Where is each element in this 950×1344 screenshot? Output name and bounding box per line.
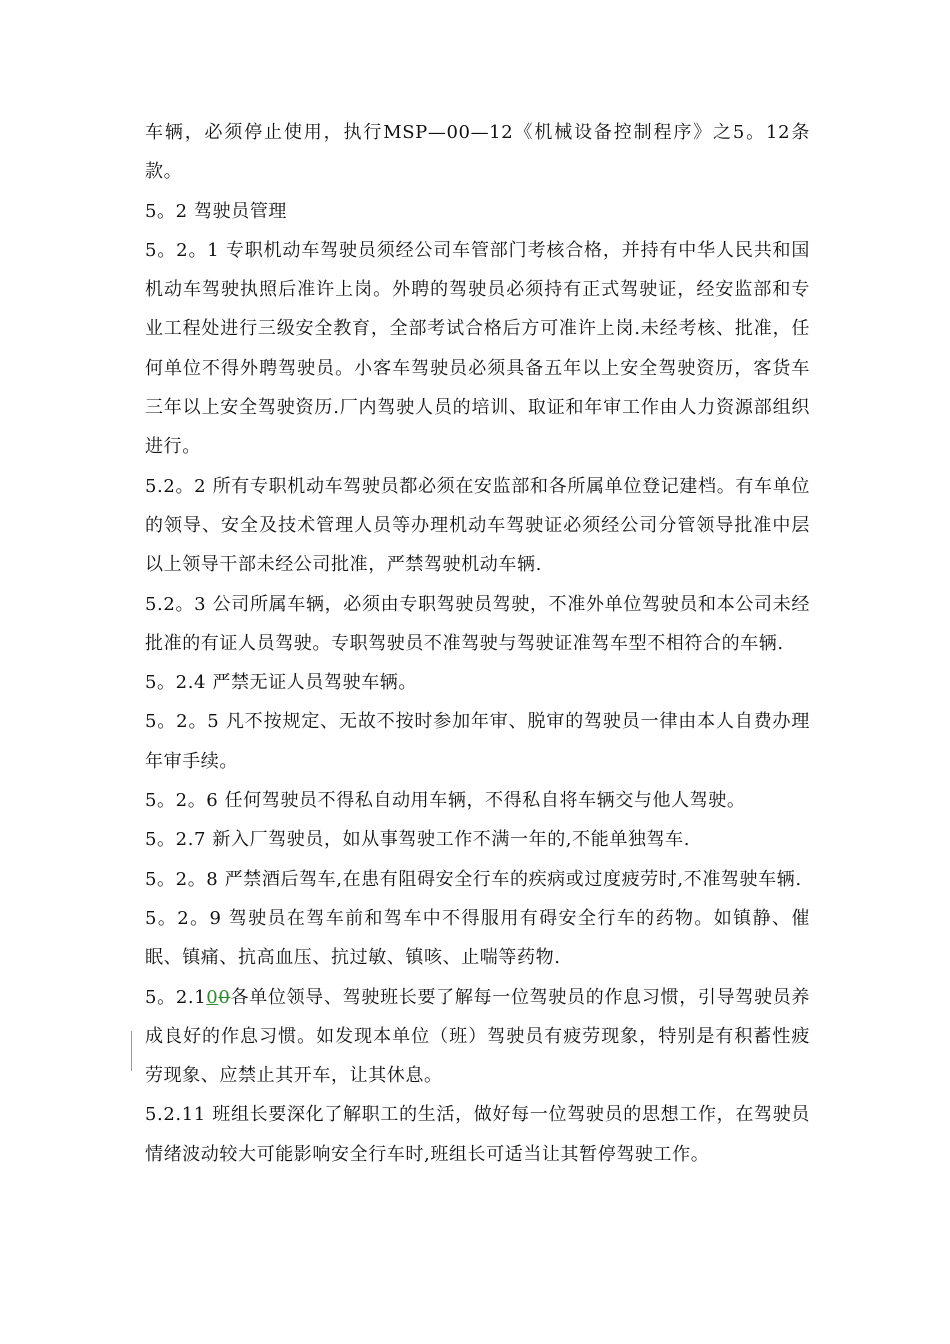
clause-5-2-10-text: 各单位领导、驾驶班长要了解每一位驾驶员的作息习惯，引导驾驶员养成良好的作息习惯。如发现本单位（班）驾驶员有疲劳现象，特别是有积蓄性疲劳现象、应禁止其开车，让其休息。 [145,986,810,1087]
revision-deleted-text: 0 [218,986,231,1008]
clause-5-2-10 [145,978,810,1096]
clause-5-2-3: 5.2。3 公司所属车辆，必须由专职驾驶员驾驶，不准外单位驾驶员和本公司未经批准的有证人员驾驶。专职驾驶员不准驾驶与驾驶证准驾车型不相符合的车辆. [145,593,810,654]
clause-5-2-2: 5.2。2 所有专职机动车驾驶员都必须在安监部和各所属单位登记建档。有车单位的领导、安全及技术管理人员等办理机动车驾驶证必须经公司分管领导批准中层以上领导干部未经公司批准，严禁驾驶机动车辆. [145,475,810,576]
clause-5-2-8: 5。2。8 严禁酒后驾车,在患有阻碍安全行车的疾病或过度疲劳时,不准驾驶车辆. [145,868,802,890]
section-heading-5-2: 5。2 驾驶员管理 [145,200,288,222]
clause-5-2-7: 5。2.7 新入厂驾驶员，如从事驾驶工作不满一年的,不能单独驾车. [145,829,691,851]
paragraph-continuation: 车辆，必须停止使用，执行MSP—00—12《机械设备控制程序》之5。12条款。 [145,122,810,183]
clause-5-2-10-number: 5。2.1 [145,986,207,1008]
clause-5-2-5: 5。2。5 凡不按规定、无故不按时参加年审、脱审的驾驶员一律由本人自费办理年审手续。 [145,711,810,772]
clause-5-2-9: 5。2。9 驾驶员在驾车前和驾车中不得服用有碍安全行车的药物。如镇静、催眠、镇痛、抗高血压、抗过敏、镇咳、止喘等药物. [145,907,810,969]
document-body [145,113,810,1174]
clause-5-2-6: 5。2。6 任何驾驶员不得私自动用车辆，不得私自将车辆交与他人驾驶。 [145,790,746,812]
clause-5-2-1: 5。2。1 专职机动车驾驶员须经公司车管部门考核合格，并持有中华人民共和国机动车驾驶执照后准许上岗。外聘的驾驶员必须持有正式驾驶证，经安监部和专业工程处进行三级安全教育，全部考试合格后方可准许上岗.未经考核、批准，任何单位不得外聘驾驶员。小客车驾驶员必须具备五年以上安全驾驶资历，客货车三年以上安全驾驶资历.厂内驾驶人员的培训、取证和年审工作由人力资源部组织进行。 [145,239,810,458]
revision-inserted-text: 0 [206,986,219,1008]
clause-5-2-4: 5。2.4 严禁无证人员驾驶车辆。 [145,672,417,694]
revision-change-bar [131,1031,132,1071]
clause-5-2-11: 5.2.11 班组长要深化了解职工的生活，做好每一位驾驶员的思想工作，在驾驶员情绪波动较大可能影响安全行车时,班组长可适当让其暂停驾驶工作。 [145,1104,810,1165]
